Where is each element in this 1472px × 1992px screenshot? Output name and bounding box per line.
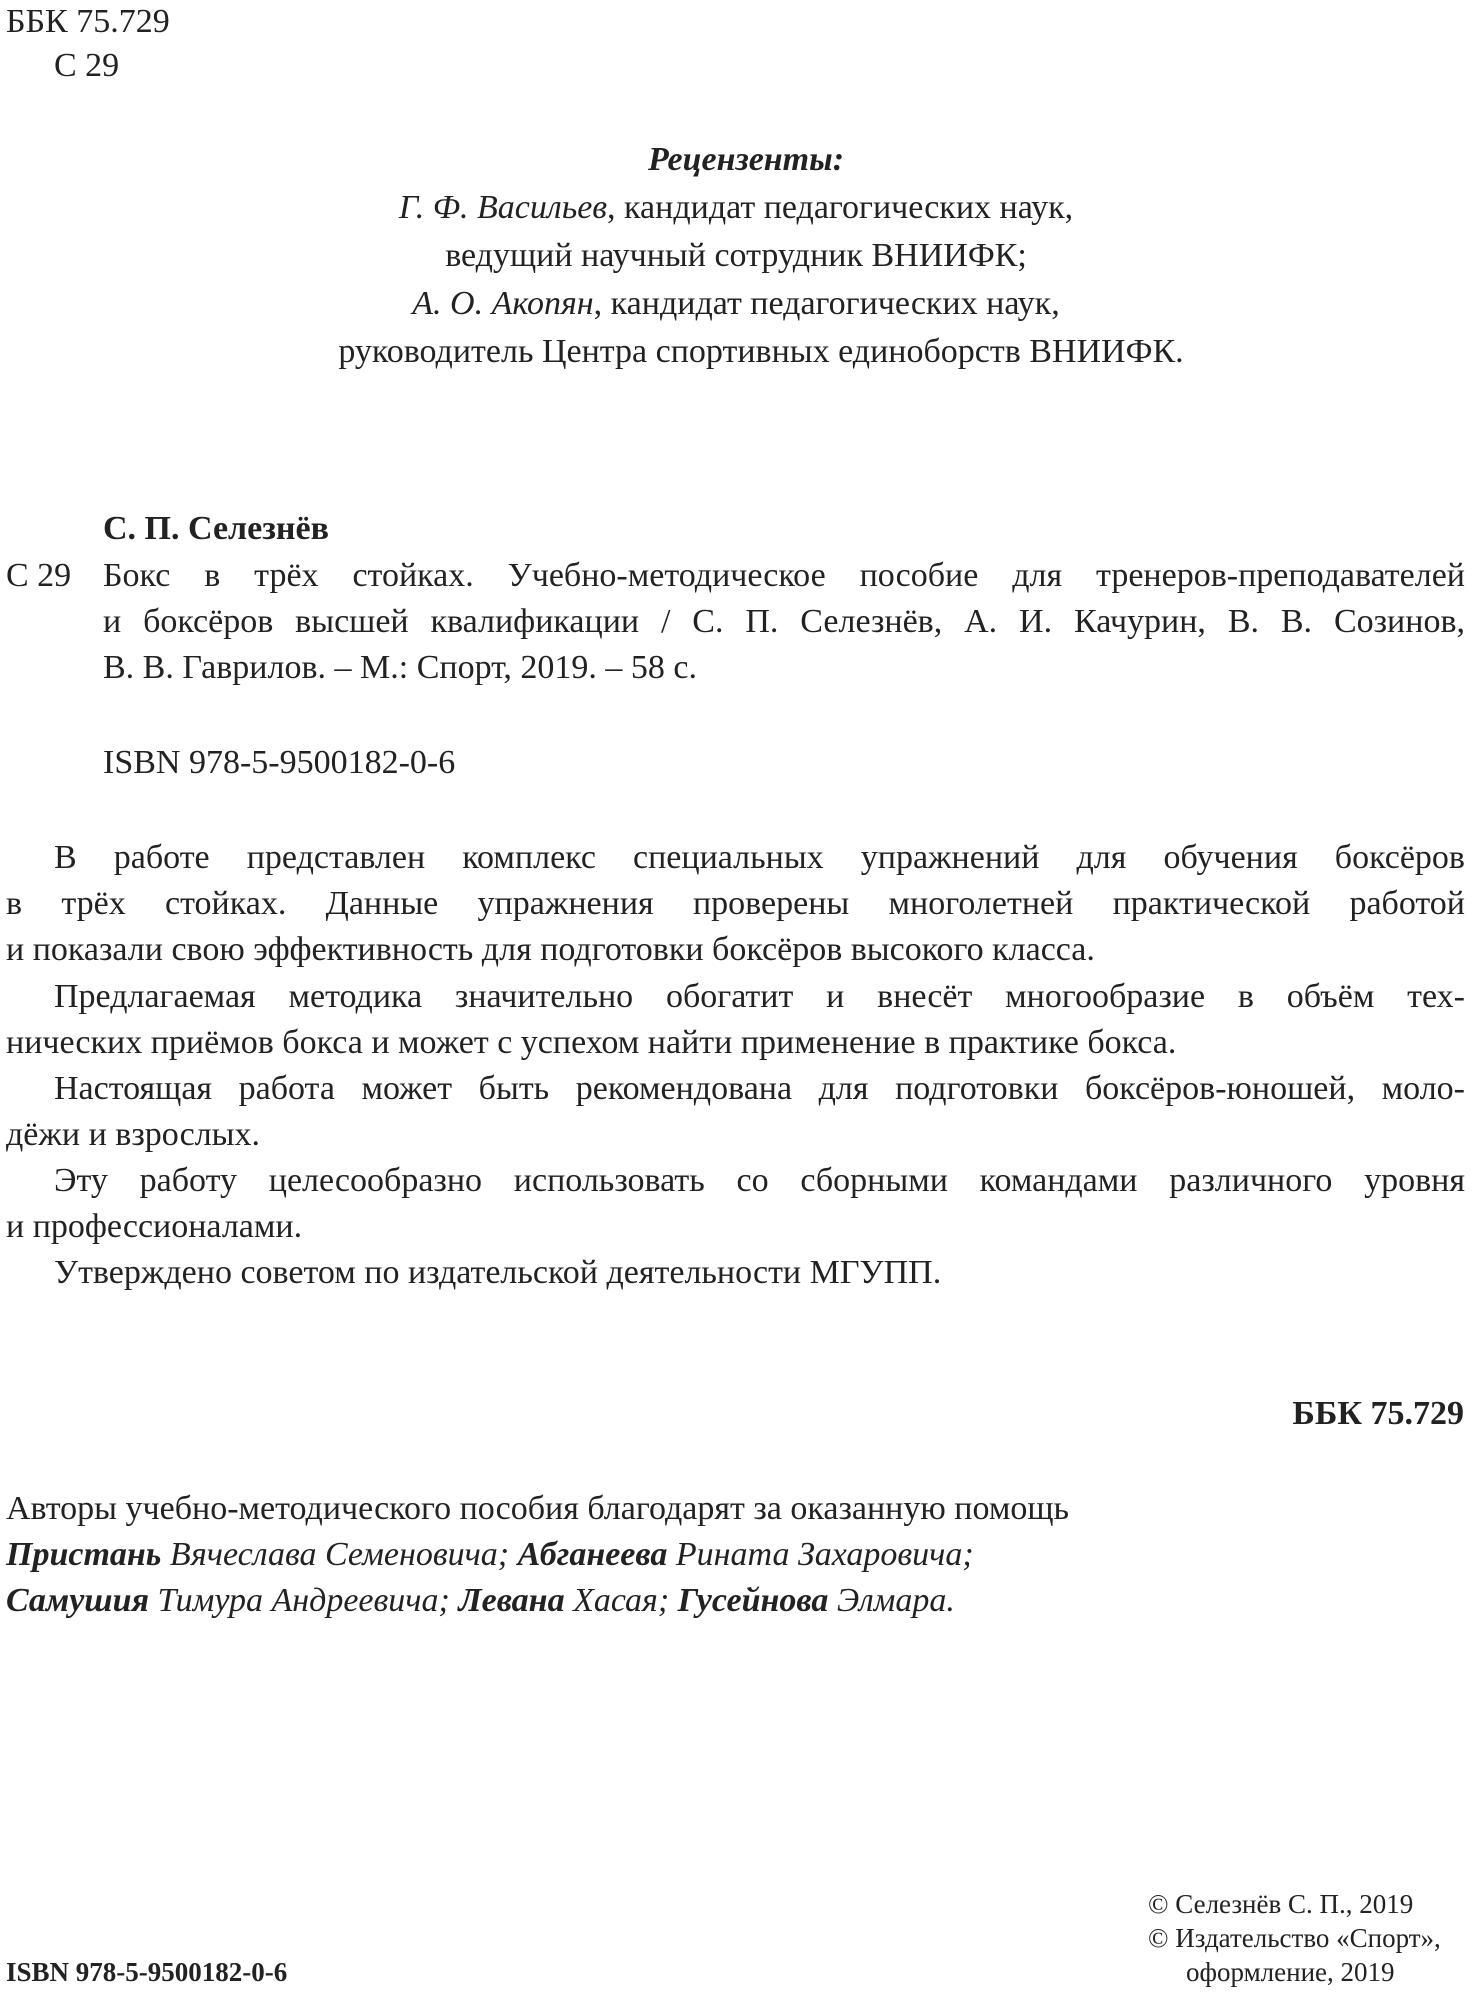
thanks-name-3-rest: Тимура Андреевича;	[149, 1582, 459, 1619]
thanks-line-3	[6, 1579, 955, 1623]
thanks-name-1-rest: Вячеслава Семеновича;	[161, 1536, 518, 1573]
bib-author-sign: С 29	[6, 557, 72, 594]
bbk-code-right: ББК 75.729	[1292, 1395, 1464, 1432]
abstract-p2-line-2: нических приёмов бокса и может с успехом найти применение в практике бокса.	[6, 1024, 1177, 1061]
footer-isbn: ISBN 978-5-9500182-0-6	[6, 1957, 288, 1987]
thanks-name-4-rest: Хасая;	[564, 1582, 678, 1619]
bib-line-1: Бокс в трёх стойках. Учебно-методическое пособие для тренеров-преподавателей	[103, 557, 1465, 594]
bib-isbn: ISBN 978-5-9500182-0-6	[103, 744, 456, 781]
reviewers-title: Рецензенты:	[647, 141, 845, 178]
abstract-p2-line-1: Предлагаемая методика значительно обогатит и внесёт многообразие в объём тех-	[54, 978, 1465, 1015]
abstract-p1-line-3: и показали свою эффективность для подготовки боксёров высокого класса.	[6, 931, 1095, 968]
abstract-p3-line-2: дёжи и взрослых.	[6, 1116, 261, 1153]
bib-line-3: В. В. Гаврилов. – М.: Спорт, 2019. – 58 с.	[103, 649, 698, 686]
thanks-name-5: Гусейнова	[677, 1582, 829, 1619]
bbk-code-top: ББК 75.729	[6, 3, 170, 40]
reviewer-1	[0, 184, 1472, 232]
abstract-p3-line-1: Настоящая работа может быть рекомендована для подготовки боксёров-юношей, моло-	[54, 1070, 1465, 1107]
thanks-line-2	[6, 1533, 974, 1577]
reviewer-2	[0, 280, 1472, 328]
reviewer-2-name: А. О. Акопян	[412, 285, 594, 322]
abstract-p1-line-1: В работе представлен комплекс специальных упражнений для обучения боксёров	[54, 839, 1465, 876]
copyright-author: © Селезнёв С. П., 2019	[1148, 1889, 1414, 1919]
reviewer-2-position: руководитель Центра спортивных единоборств ВНИИФК.	[338, 333, 1184, 370]
copyright-publisher: © Издательство «Спорт»,	[1148, 1923, 1441, 1953]
thanks-name-3: Самушия	[6, 1582, 150, 1619]
thanks-name-5-rest: Элмара.	[828, 1582, 955, 1619]
bib-line-2: и боксёров высшей квалификации / С. П. Селезнёв, А. И. Качурин, В. В. Созинов,	[103, 603, 1465, 640]
author-sign-top: С 29	[54, 47, 120, 84]
bib-author: С. П. Селезнёв	[103, 510, 329, 547]
thanks-line-1: Авторы учебно-методического пособия благодарят за оказанную помощь	[6, 1490, 1070, 1527]
abstract-p1-line-2: в трёх стойках. Данные упражнения проверены многолетней практической работой	[6, 885, 1465, 922]
reviewer-1-degree: , кандидат педагогических наук,	[607, 189, 1074, 226]
reviewers-block	[0, 136, 1472, 376]
reviewer-1-name: Г. Ф. Васильев	[398, 189, 608, 226]
thanks-name-2: Абганеева	[517, 1536, 668, 1573]
copyright-design: оформление, 2019	[1186, 1957, 1395, 1987]
reviewer-2-degree: , кандидат педагогических наук,	[593, 285, 1060, 322]
thanks-name-2-rest: Рината Захаровича;	[667, 1536, 974, 1573]
abstract-p4-line-2: и профессионалами.	[6, 1208, 303, 1245]
abstract-p5-line-1: Утверждено советом по издательской деятельности МГУПП.	[54, 1254, 942, 1291]
thanks-name-1: Пристань	[6, 1536, 162, 1573]
reviewer-1-position: ведущий научный сотрудник ВНИИФК;	[445, 237, 1027, 274]
abstract-p4-line-1: Эту работу целесообразно использовать со сборными командами различного уровня	[54, 1162, 1465, 1199]
thanks-name-4: Левана	[458, 1582, 565, 1619]
